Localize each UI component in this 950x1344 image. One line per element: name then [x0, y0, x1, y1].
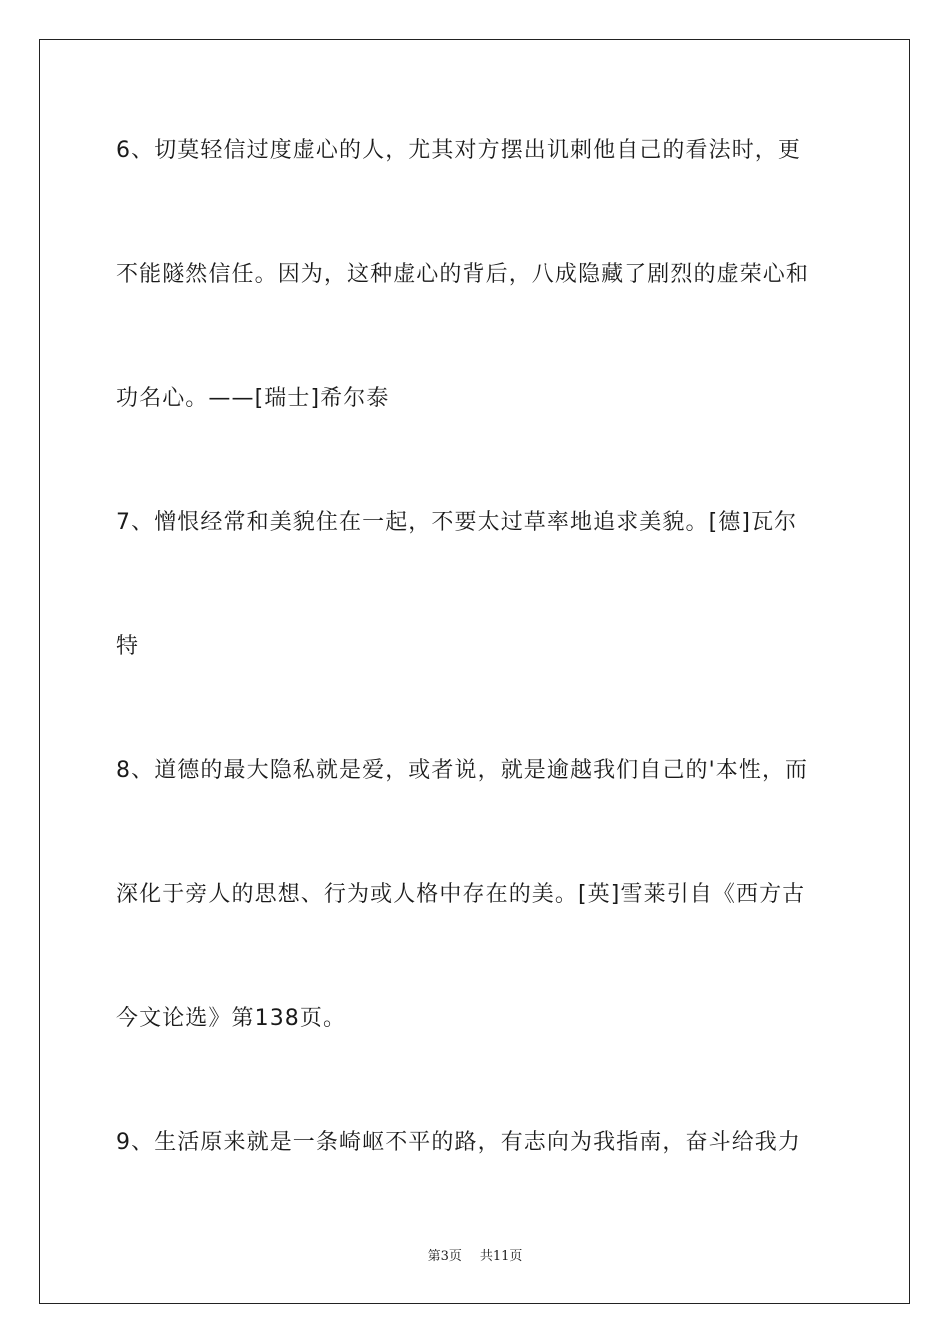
- text-line-3: 功名心。——[瑞士]希尔泰: [116, 386, 390, 411]
- text-line-9: 9、生活原来就是一条崎岖不平的路，有志向为我指南，奋斗给我力: [116, 1130, 801, 1155]
- text-line-6: 8、道德的最大隐私就是爱，或者说，就是逾越我们自己的'本性，而: [116, 758, 809, 783]
- page-number: 第3页: [427, 1249, 462, 1264]
- text-line-5: 特: [116, 634, 140, 659]
- text-line-2: 不能隧然信任。因为，这种虚心的背后，八成隐藏了剧烈的虚荣心和: [116, 262, 810, 287]
- text-line-1: 6、切莫轻信过度虚心的人，尤其对方摆出讥刺他自己的看法时，更: [116, 138, 801, 163]
- page-footer: [0, 1248, 950, 1266]
- total-pages: 共11页: [479, 1249, 523, 1264]
- page-border: [39, 39, 910, 1304]
- text-line-4: 7、憎恨经常和美貌住在一起，不要太过草率地追求美貌。[德]瓦尔: [116, 510, 798, 535]
- text-line-7: 深化于旁人的思想、行为或人格中存在的美。[英]雪莱引自《西方古: [116, 882, 806, 907]
- text-line-8: 今文论选》第138页。: [116, 1006, 347, 1031]
